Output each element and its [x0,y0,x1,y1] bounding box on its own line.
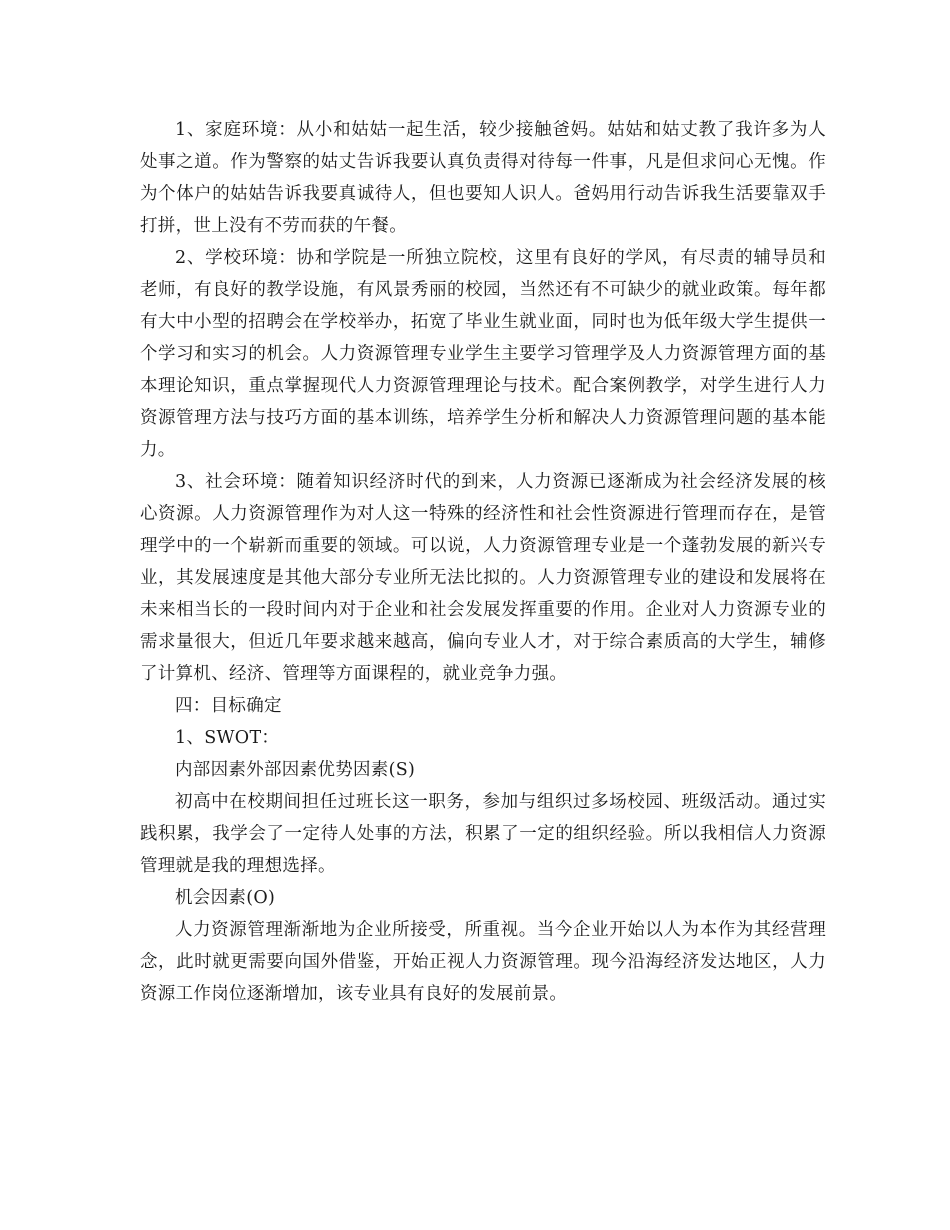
paragraph-school-environment: 2、学校环境：协和学院是一所独立院校，这里有良好的学风，有尽责的辅导员和老师，有良好的教学设施，有风景秀丽的校园，当然还有不可缺少的就业政策。每年都有大中小型的招聘会在学校举办，拓宽了毕业生就业面，同时也为低年级大学生提供一个学习和实习的机会。人力资源管理专业学生主要学习管理学及人力资源管理方面的基本理论知识，重点掌握现代人力资源管理理论与技术。配合案例教学，对学生进行人力资源管理方法与技巧方面的基本训练，培养学生分析和解决人力资源管理问题的基本能力。 [140,248,826,460]
paragraph-strengths: 初高中在校期间担任过班长这一职务，参加与组织过多场校园、班级活动。通过实践积累，我学会了一定待人处事的方法，积累了一定的组织经验。所以我相信人力资源管理就是我的理想选择。 [140,792,826,876]
paragraph-social-environment: 3、社会环境：随着知识经济时代的到来，人力资源已逐渐成为社会经济发展的核心资源。人力资源管理作为对人这一特殊的经济性和社会性资源进行管理而存在，是管理学中的一个崭新而重要的领域。可以说，人力资源管理专业是一个蓬勃发展的新兴专业，其发展速度是其他大部分专业所无法比拟的。人力资源管理专业的建设和发展将在未来相当长的一段时间内对于企业和社会发展发挥重要的作用。企业对人力资源专业的需求量很大，但近几年要求越来越高，偏向专业人才，对于综合素质高的大学生，辅修了计算机、经济、管理等方面课程的，就业竞争力强。 [140,472,826,684]
paragraph-family-environment: 1、家庭环境：从小和姑姑一起生活，较少接触爸妈。姑姑和姑丈教了我许多为人处事之道。作为警察的姑丈告诉我要认真负责得对待每一件事，凡是但求问心无愧。作为个体户的姑姑告诉我要真诚待人，但也要知人识人。爸妈用行动告诉我生活要靠双手打拼，世上没有不劳而获的午餐。 [140,120,826,236]
section-heading-goal: 四：目标确定 [175,696,282,716]
paragraph-opportunities: 人力资源管理渐渐地为企业所接受，所重视。当今企业开始以人为本作为其经营理念，此时就更需要向国外借鉴，开始正视人力资源管理。现今沿海经济发达地区，人力资源工作岗位逐渐增加，该专业具有良好的发展前景。 [140,920,826,1004]
subheading-opportunities: 机会因素(O) [175,888,276,908]
subheading-swot: 1、SWOT： [175,728,280,748]
document-body [140,114,826,1010]
subheading-strengths: 内部因素外部因素优势因素(S) [175,760,416,780]
